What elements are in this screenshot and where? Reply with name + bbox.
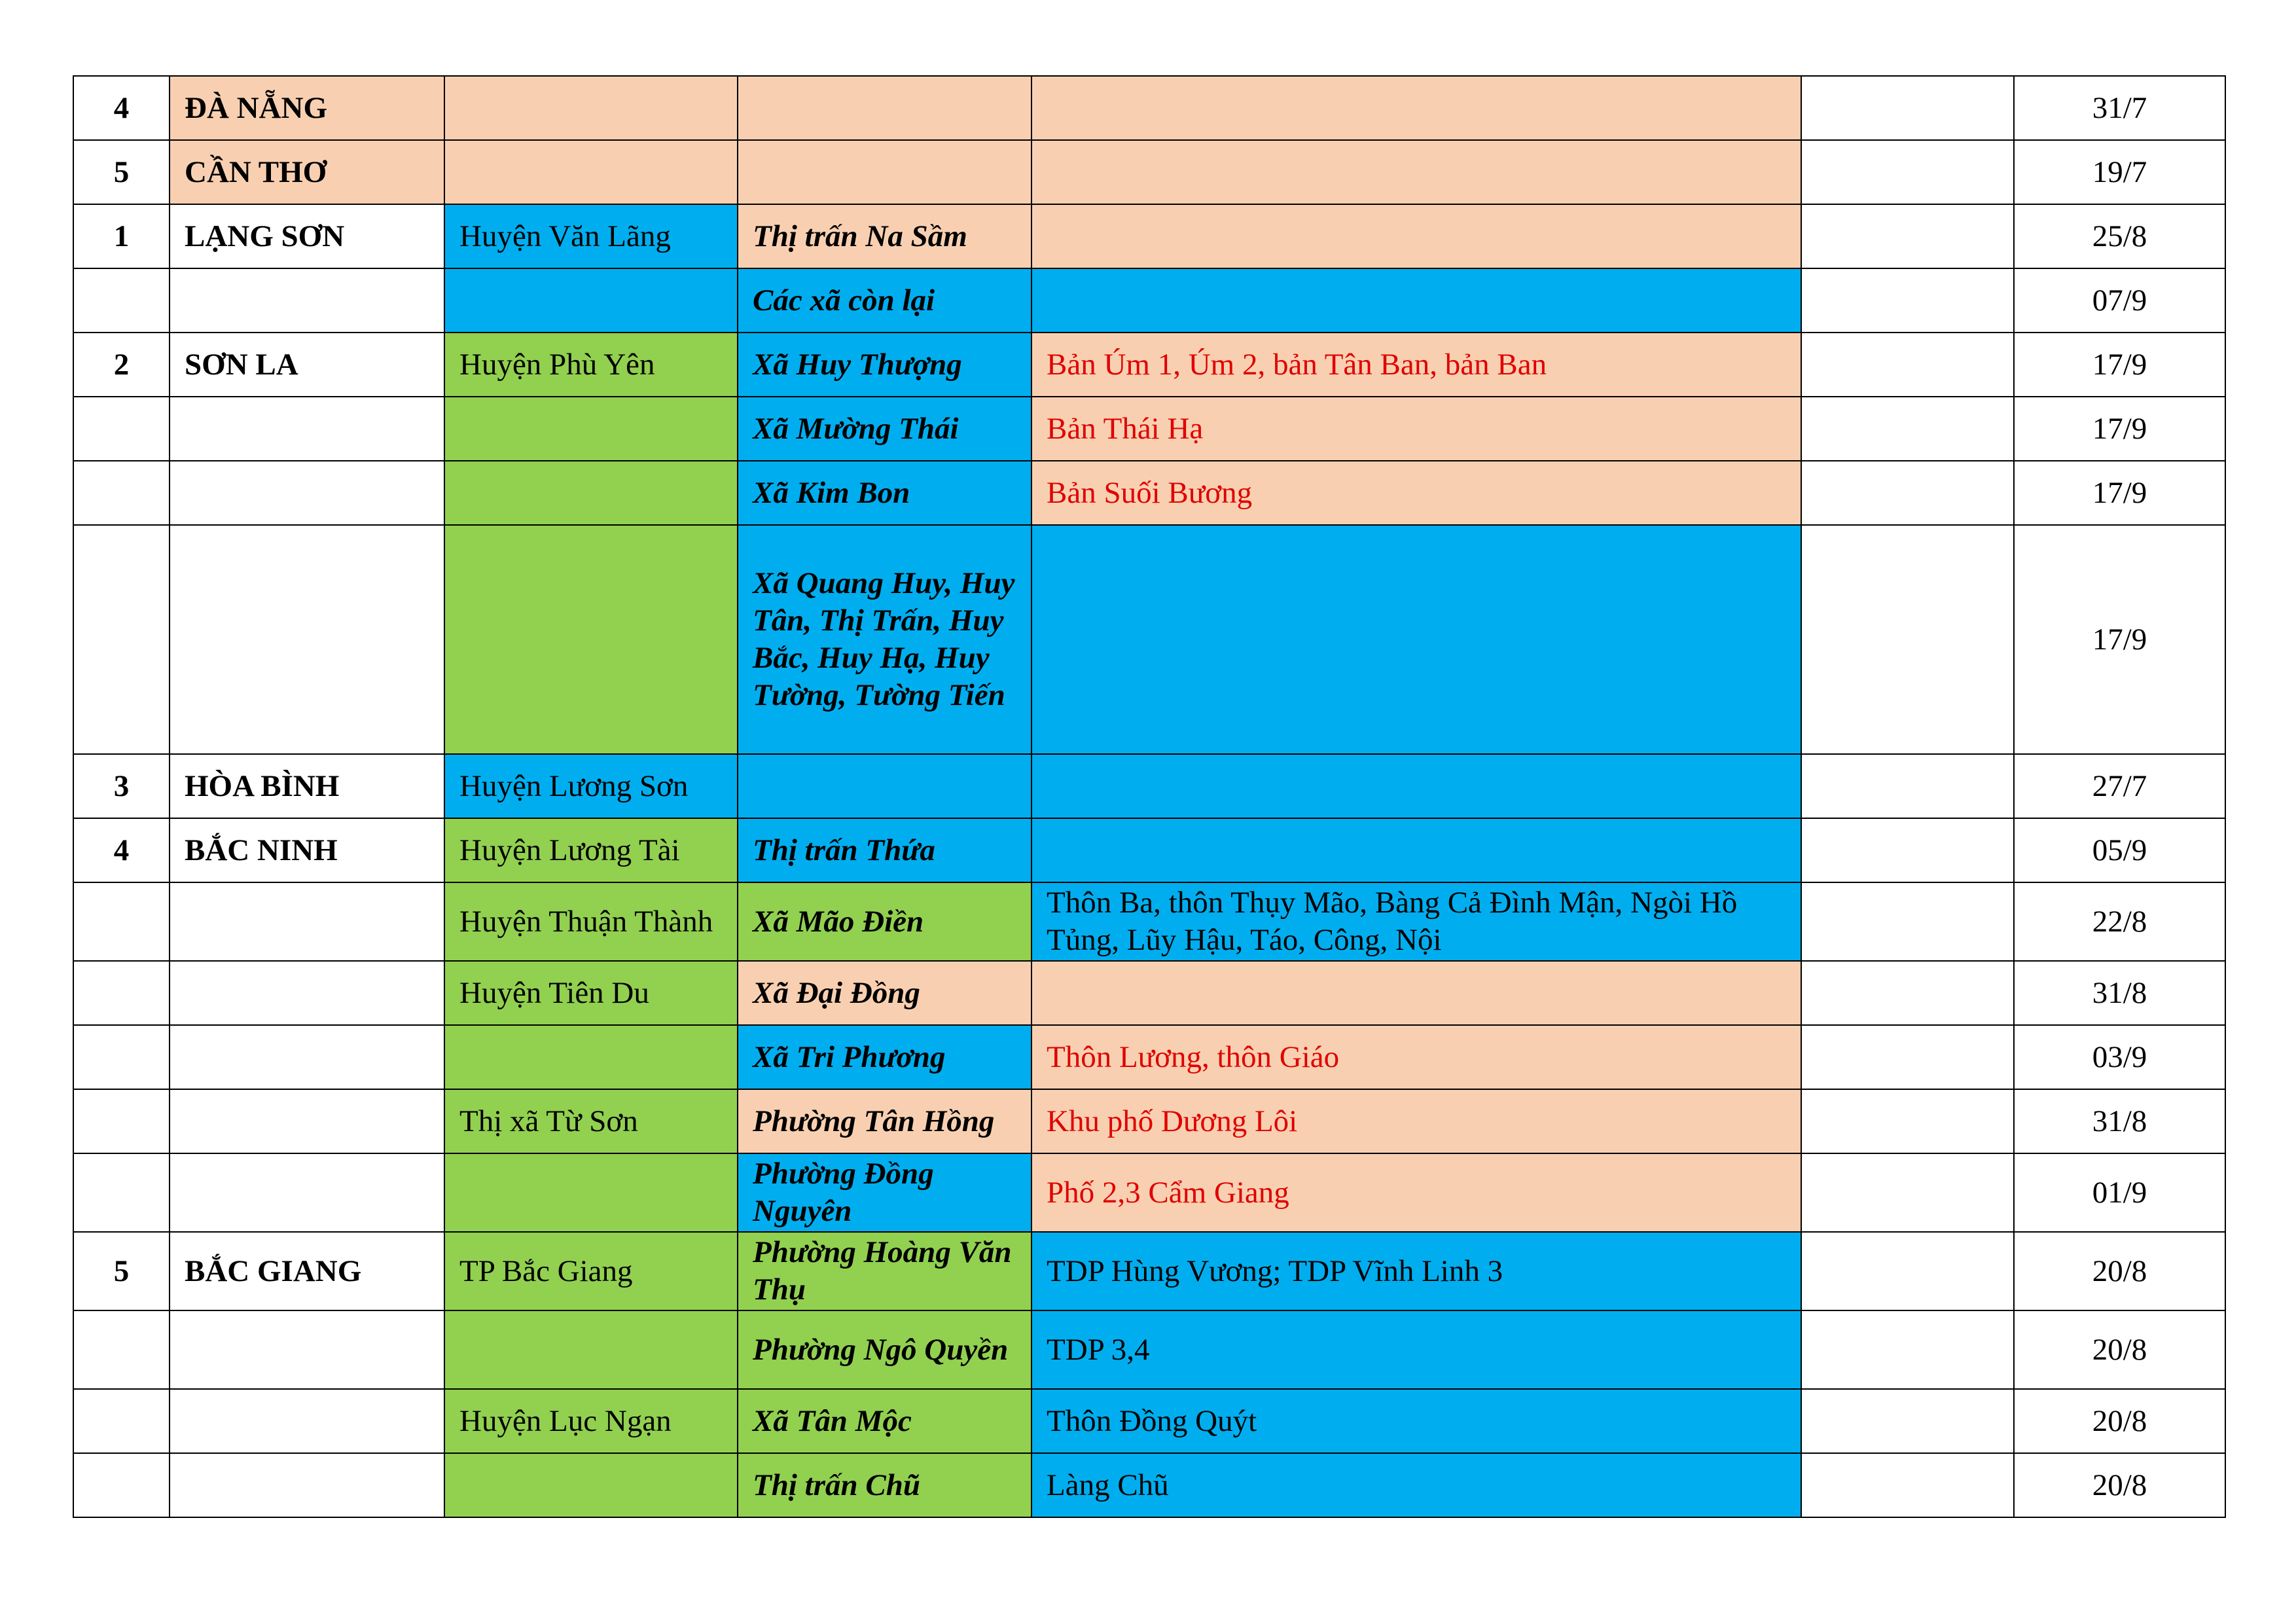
date-cell: 20/8 [2014,1232,2225,1310]
table-row [73,1453,2225,1517]
area-cell [1031,204,1801,268]
note-cell [1801,818,2014,882]
table-row [73,1232,2225,1310]
province-cell [170,1089,444,1153]
note-cell [1801,1153,2014,1232]
date-cell: 01/9 [2014,1153,2225,1232]
area-cell: Thôn Lương, thôn Giáo [1031,1025,1801,1089]
table-row [73,754,2225,818]
area-cell [1031,140,1801,204]
table-row [73,333,2225,397]
table-row [73,818,2225,882]
province-cell [170,397,444,461]
ward-cell: Phường Tân Hồng [738,1089,1031,1153]
ward-cell: Xã Huy Thượng [738,333,1031,397]
area-cell [1031,268,1801,333]
province-cell: SƠN LA [170,333,444,397]
table-row [73,140,2225,204]
ward-cell [738,140,1031,204]
stt-cell [73,882,170,961]
table-body [73,76,2225,1517]
province-cell [170,1453,444,1517]
area-cell: TDP Hùng Vương; TDP Vĩnh Linh 3 [1031,1232,1801,1310]
table-row [73,1310,2225,1389]
district-cell [444,268,738,333]
note-cell [1801,461,2014,525]
date-cell: 05/9 [2014,818,2225,882]
area-cell: Bản Úm 1, Úm 2, bản Tân Ban, bản Ban [1031,333,1801,397]
area-cell: TDP 3,4 [1031,1310,1801,1389]
district-cell [444,1310,738,1389]
area-cell: Thôn Ba, thôn Thụy Mão, Bàng Cả Đình Mận, Ngòi Hồ Tủng, Lũy Hậu, Táo, Công, Nội [1031,882,1801,961]
stt-cell [73,1089,170,1153]
province-cell [170,1025,444,1089]
date-cell: 17/9 [2014,397,2225,461]
date-cell: 31/8 [2014,961,2225,1025]
note-cell [1801,754,2014,818]
area-cell [1031,76,1801,140]
province-cell: CẦN THƠ [170,140,444,204]
ward-cell: Xã Mão Điền [738,882,1031,961]
ward-cell: Xã Quang Huy, Huy Tân, Thị Trấn, Huy Bắc, Huy Hạ, Huy Tường, Tường Tiến [738,525,1031,754]
ward-cell: Các xã còn lại [738,268,1031,333]
province-cell: HÒA BÌNH [170,754,444,818]
province-cell [170,961,444,1025]
stt-cell [73,1153,170,1232]
date-cell: 20/8 [2014,1453,2225,1517]
area-cell [1031,754,1801,818]
date-cell: 17/9 [2014,333,2225,397]
district-cell: Huyện Lương Tài [444,818,738,882]
province-cell [170,1389,444,1453]
stt-cell [73,1389,170,1453]
table-row [73,461,2225,525]
table-row [73,1153,2225,1232]
table-row [73,1089,2225,1153]
district-cell [444,140,738,204]
stt-cell: 5 [73,140,170,204]
date-cell: 19/7 [2014,140,2225,204]
district-cell [444,1025,738,1089]
area-cell: Làng Chũ [1031,1453,1801,1517]
district-cell: Huyện Thuận Thành [444,882,738,961]
note-cell [1801,333,2014,397]
table-row [73,1389,2225,1453]
table-row [73,1025,2225,1089]
date-cell: 03/9 [2014,1025,2225,1089]
area-cell: Bản Thái Hạ [1031,397,1801,461]
province-cell [170,882,444,961]
stt-cell [73,525,170,754]
note-cell [1801,1089,2014,1153]
province-cell [170,1310,444,1389]
table-row [73,882,2225,961]
note-cell [1801,882,2014,961]
district-cell: Huyện Lục Ngạn [444,1389,738,1453]
note-cell [1801,1389,2014,1453]
note-cell [1801,397,2014,461]
table-row [73,961,2225,1025]
province-cell [170,525,444,754]
date-cell: 20/8 [2014,1389,2225,1453]
ward-cell: Xã Đại Đồng [738,961,1031,1025]
district-cell: Thị xã Từ Sơn [444,1089,738,1153]
area-cell [1031,818,1801,882]
note-cell [1801,1025,2014,1089]
note-cell [1801,76,2014,140]
stt-cell: 4 [73,818,170,882]
ward-cell [738,76,1031,140]
stt-cell [73,1310,170,1389]
district-cell: Huyện Lương Sơn [444,754,738,818]
province-cell: BẮC GIANG [170,1232,444,1310]
table-row [73,268,2225,333]
date-cell: 17/9 [2014,461,2225,525]
note-cell [1801,961,2014,1025]
ward-cell [738,754,1031,818]
note-cell [1801,1310,2014,1389]
stt-cell: 2 [73,333,170,397]
province-cell [170,268,444,333]
stt-cell: 3 [73,754,170,818]
district-cell [444,1453,738,1517]
note-cell [1801,1453,2014,1517]
date-cell: 27/7 [2014,754,2225,818]
ward-cell: Thị trấn Thứa [738,818,1031,882]
lockdown-areas-table [73,75,2226,1518]
ward-cell: Phường Đồng Nguyên [738,1153,1031,1232]
area-cell [1031,525,1801,754]
district-cell [444,76,738,140]
date-cell: 31/7 [2014,76,2225,140]
district-cell: Huyện Tiên Du [444,961,738,1025]
ward-cell: Thị trấn Na Sầm [738,204,1031,268]
table-row [73,525,2225,754]
area-cell [1031,961,1801,1025]
stt-cell: 1 [73,204,170,268]
district-cell: Huyện Văn Lãng [444,204,738,268]
table-row [73,76,2225,140]
stt-cell [73,268,170,333]
date-cell: 17/9 [2014,525,2225,754]
stt-cell [73,397,170,461]
ward-cell: Phường Hoàng Văn Thụ [738,1232,1031,1310]
note-cell [1801,268,2014,333]
province-cell [170,461,444,525]
area-cell: Khu phố Dương Lôi [1031,1089,1801,1153]
stt-cell [73,1453,170,1517]
note-cell [1801,140,2014,204]
stt-cell: 5 [73,1232,170,1310]
province-cell: ĐÀ NẴNG [170,76,444,140]
ward-cell: Xã Tân Mộc [738,1389,1031,1453]
district-cell [444,397,738,461]
province-cell [170,1153,444,1232]
note-cell [1801,1232,2014,1310]
date-cell: 25/8 [2014,204,2225,268]
ward-cell: Xã Mường Thái [738,397,1031,461]
ward-cell: Thị trấn Chũ [738,1453,1031,1517]
district-cell [444,461,738,525]
date-cell: 20/8 [2014,1310,2225,1389]
area-cell: Bản Suối Bương [1031,461,1801,525]
district-cell [444,1153,738,1232]
note-cell [1801,204,2014,268]
date-cell: 22/8 [2014,882,2225,961]
stt-cell [73,961,170,1025]
ward-cell: Xã Kim Bon [738,461,1031,525]
district-cell: TP Bắc Giang [444,1232,738,1310]
area-cell: Thôn Đồng Quýt [1031,1389,1801,1453]
province-cell: LẠNG SƠN [170,204,444,268]
stt-cell: 4 [73,76,170,140]
district-cell [444,525,738,754]
note-cell [1801,525,2014,754]
table-row [73,397,2225,461]
date-cell: 07/9 [2014,268,2225,333]
province-cell: BẮC NINH [170,818,444,882]
ward-cell: Xã Tri Phương [738,1025,1031,1089]
table-row [73,204,2225,268]
ward-cell: Phường Ngô Quyền [738,1310,1031,1389]
stt-cell [73,1025,170,1089]
date-cell: 31/8 [2014,1089,2225,1153]
stt-cell [73,461,170,525]
area-cell: Phố 2,3 Cẩm Giang [1031,1153,1801,1232]
district-cell: Huyện Phù Yên [444,333,738,397]
